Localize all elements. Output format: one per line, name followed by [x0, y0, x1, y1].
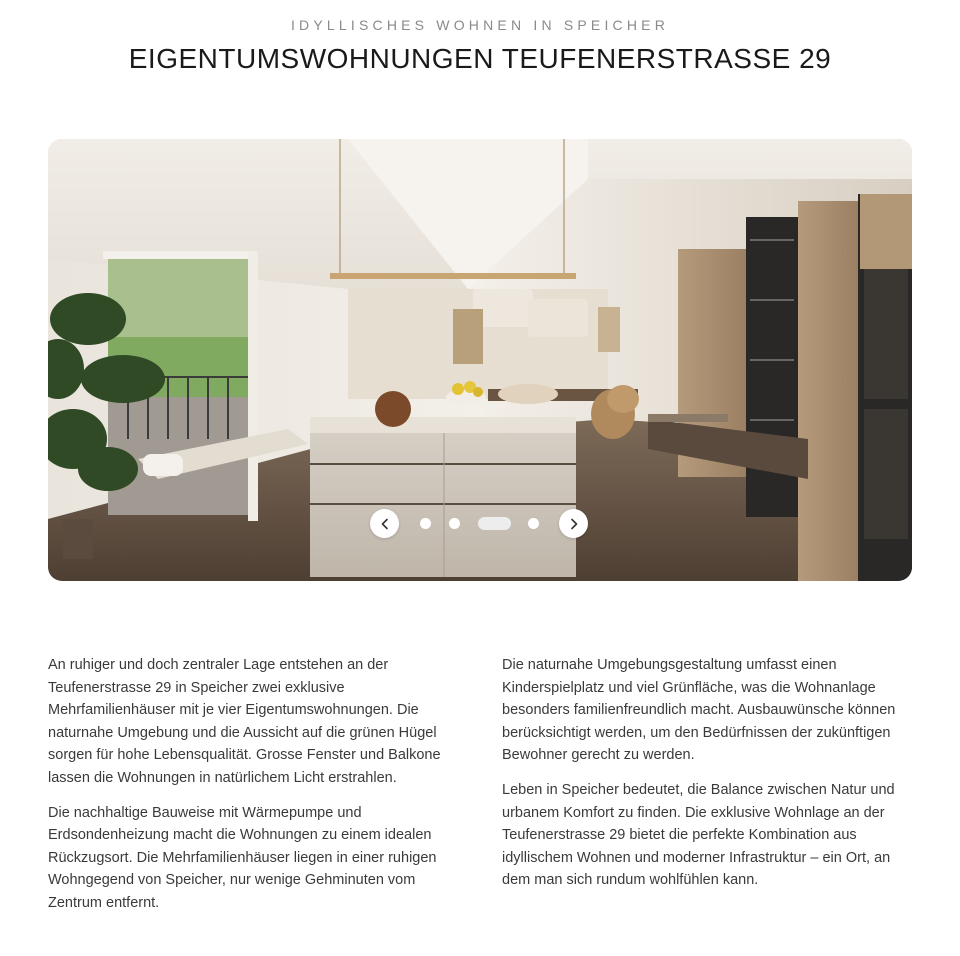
content-column-right: [502, 654, 914, 904]
slider-dot-4[interactable]: [528, 518, 539, 529]
slider-dot-2[interactable]: [449, 518, 460, 529]
image-slider[interactable]: [48, 139, 912, 581]
chevron-right-icon: [568, 518, 580, 530]
slider-next-button[interactable]: [559, 509, 588, 538]
paragraph: Die naturnahe Umgebungsgestaltung umfasst einen Kinderspielplatz und viel Grünfläche, was die Wohnanlage besonders familienfreundlich macht. Ausbauwünsche können berücksichtigt werden, um den Bedürfnissen der zukünftigen Bewohner gerecht zu werden.: [502, 657, 896, 764]
slider-prev-button[interactable]: [370, 509, 399, 538]
slider-dot-3-active[interactable]: [478, 517, 511, 530]
slider-dot-1[interactable]: [420, 518, 431, 529]
paragraph: An ruhiger und doch zentraler Lage entstehen an der Teufenerstrasse 29 in Speicher zwei exklusive Mehrfamilienhäuser mit je vier Eigentumswohnungen. Die naturnahe Umgebung und die Aussicht auf die grünen Hügel sorgen für hohe Lebensqualität. Grosse Fenster und Balkone lassen die Wohnungen in natürlichem Licht erstrahlen.: [48, 657, 441, 786]
page-title: EIGENTUMSWOHNUNGEN TEUFENERSTRASSE 29: [128, 43, 832, 74]
content-column-left: [48, 654, 460, 927]
section-eyebrow: IDYLLISCHES WOHNEN IN SPEICHER: [290, 17, 670, 33]
paragraph: Die nachhaltige Bauweise mit Wärmepumpe und Erdsondenheizung macht die Wohnungen zu einem idealen Rückzugsort. Die Mehrfamilienhäuser liegen in einer ruhigen Wohngegend von Speicher, nur wenige Gehminuten vom Zentrum entfernt.: [48, 804, 437, 911]
slide-image-kitchen-interior: [48, 139, 912, 581]
paragraph: Leben in Speicher bedeutet, die Balance zwischen Natur und urbanem Komfort zu finden. Die exklusive Wohnlage an der Teufenerstrasse 29 bietet die perfekte Kombination aus idyllischem Wohnen und moderner Infrastruktur – ein Ort, an dem man sich rundum wohlfühlen kann.: [502, 781, 895, 889]
chevron-left-icon: [379, 518, 391, 530]
